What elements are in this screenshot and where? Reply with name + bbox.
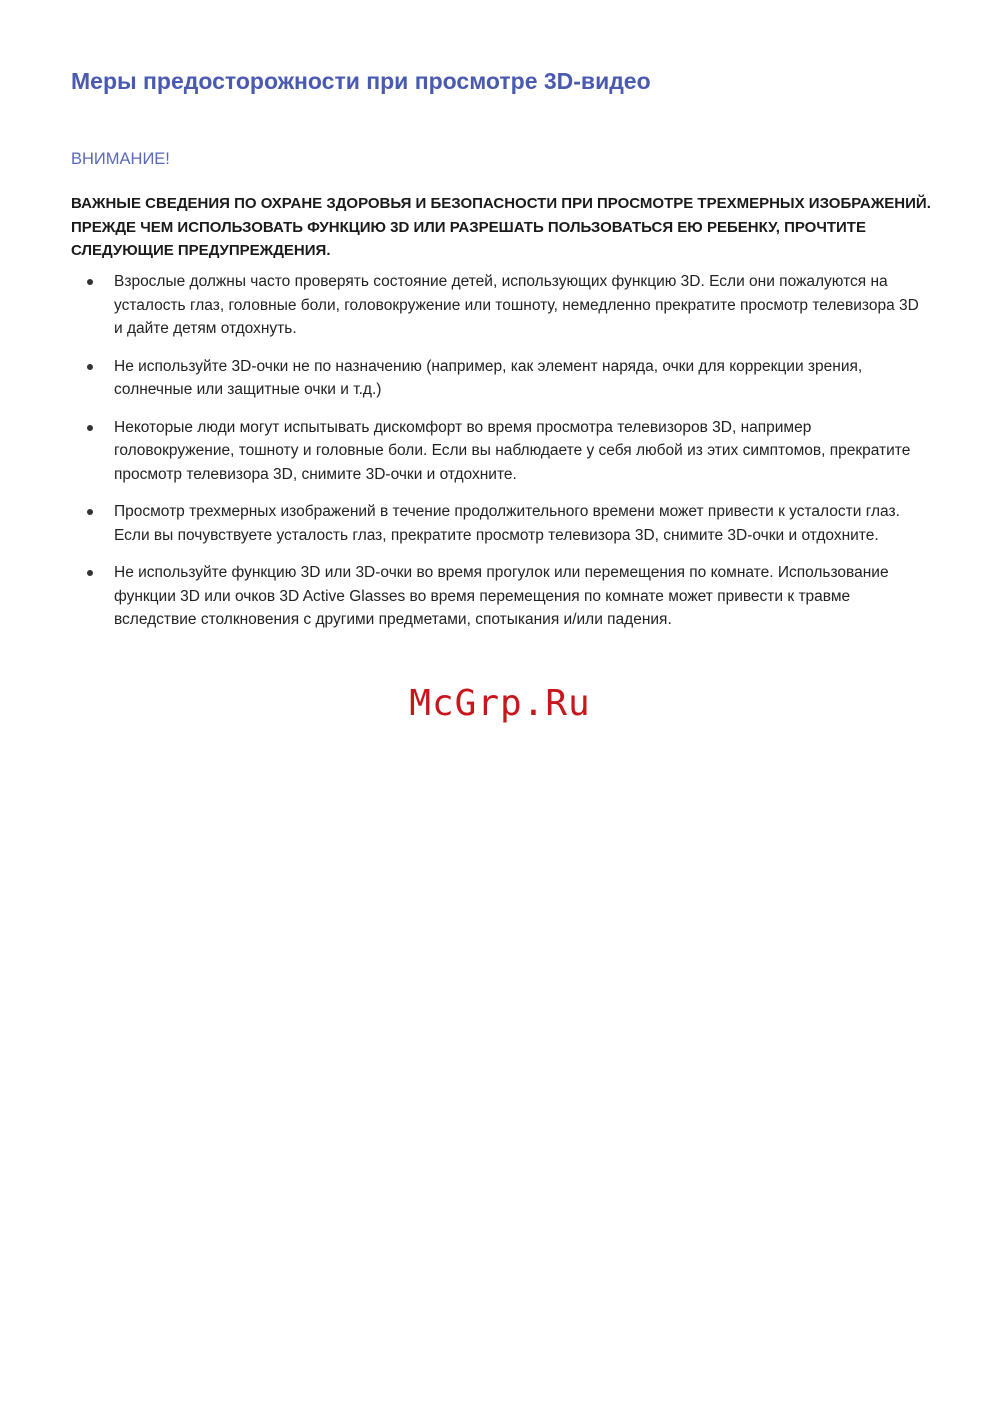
list-item-text: Некоторые люди могут испытывать дискомфорт во время просмотра телевизоров 3D, например головокружение, тошноту и головные боли. Если вы наблюдаете у себя любой из этих симптомов, прекратите просмотр телевизора 3D, снимите 3D-очки и отдохните. xyxy=(114,418,911,483)
list-item xyxy=(71,416,931,487)
list-item-text: Просмотр трехмерных изображений в течение продолжительного времени может привести к усталости глаз. Если вы почувствуете усталость глаз, прекратите просмотр телевизора 3D, снимите 3D-очки и отдохните. xyxy=(114,503,900,544)
list-item xyxy=(71,270,931,341)
list-item-text: Не используйте 3D-очки не по назначению (например, как элемент наряда, очки для коррекции зрения, солнечные или защитные очки и т.д.) xyxy=(114,357,863,398)
list-item-text: Взрослые должны часто проверять состояние детей, использующих функцию 3D. Если они пожалуются на усталость глаз, головные боли, головокружение или тошноту, немедленно прекратите просмотр телевизора 3D и дайте детям отдохнуть. xyxy=(114,273,919,337)
list-item-text: Не используйте функцию 3D или 3D-очки во время прогулок или перемещения по комнате. Использование функции 3D или очков 3D Active Glasses во время перемещения по комнате может привести к травме вследствие столкновения с другими предметами, спотыкания и/или падения. xyxy=(114,564,889,628)
watermark: McGrp.Ru xyxy=(409,683,591,724)
bullet-icon xyxy=(87,279,93,285)
bullet-icon xyxy=(87,570,93,576)
bullet-icon xyxy=(87,425,93,431)
precautions-list xyxy=(71,270,931,646)
list-item xyxy=(71,355,931,402)
bullet-icon xyxy=(87,509,93,515)
page-title: Меры предосторожности при просмотре 3D-видео xyxy=(71,68,651,94)
list-item xyxy=(71,561,931,632)
warning-heading: ВНИМАНИЕ! xyxy=(71,150,170,168)
warning-intro: ВАЖНЫЕ СВЕДЕНИЯ ПО ОХРАНЕ ЗДОРОВЬЯ И БЕЗОПАСНОСТИ ПРИ ПРОСМОТРЕ ТРЕХМЕРНЫХ ИЗОБРАЖЕНИЙ. ПРЕЖДЕ ЧЕМ ИСПОЛЬЗОВАТЬ ФУНКЦИЮ 3D ИЛИ РАЗРЕШАТЬ ПОЛЬЗОВАТЬСЯ ЕЮ РЕБЕНКУ, ПРОЧТИТЕ СЛЕДУЮЩИЕ ПРЕДУПРЕЖДЕНИЯ. xyxy=(71,195,931,259)
bullet-icon xyxy=(87,364,93,370)
list-item xyxy=(71,500,931,547)
